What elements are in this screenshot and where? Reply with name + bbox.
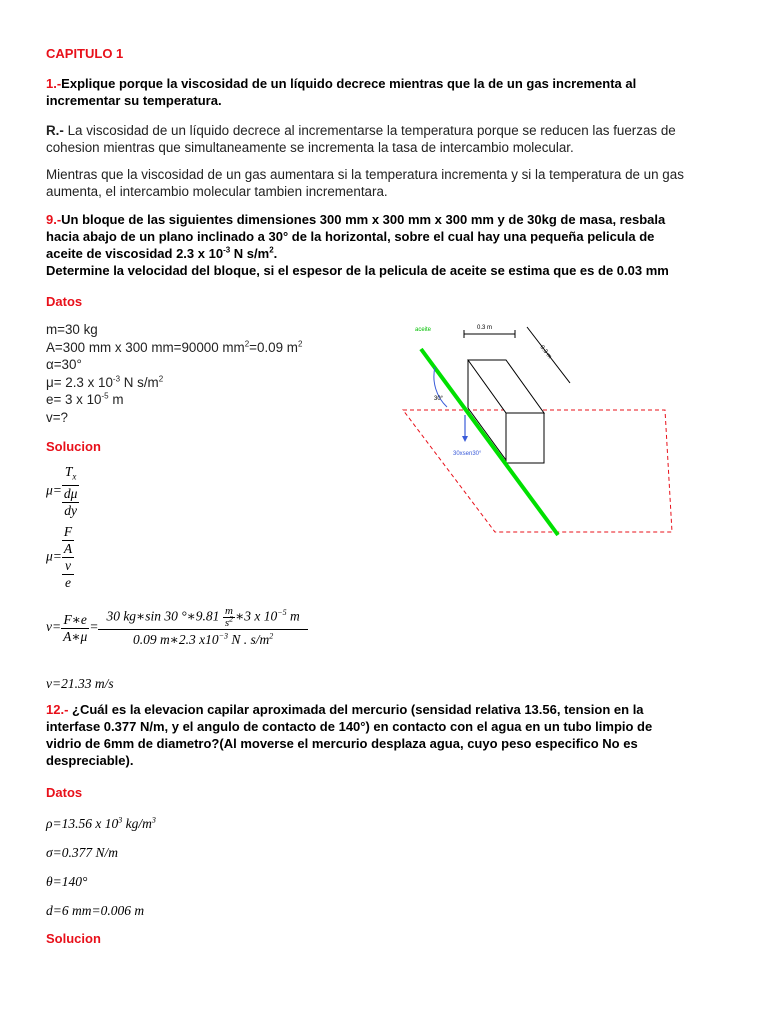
equation-velocity <box>46 606 308 650</box>
q12-question-line: ¿Cuál es la elevacion capilar aproximada del mercurio (sensidad relativa 13.56, tension en la <box>68 702 644 717</box>
q12-tension: σ=0.377 N/m <box>46 845 119 860</box>
datos-thickness: e= 3 x $10^{-5}$ m <box>46 391 124 407</box>
eq2-fraction: F A v e <box>63 524 73 590</box>
q12-question-line: vidrio de 6mm de diametro?(Al moverse el mercurio desplaza agua, cuyo peso especifico No es <box>46 736 638 751</box>
q9-datos-list <box>46 321 302 426</box>
equation-mu-shear <box>46 464 79 519</box>
label-width: 0.3 m <box>477 325 493 331</box>
q1-answer-line: La viscosidad de un líquido decrece al incrementarse la temperatura porque se reducen las fuerzas de <box>63 123 676 138</box>
q9-question-line: Un bloque de las siguientes dimensiones 300 mm x 300 mm x 300 mm y de 30kg de masa, resbala <box>61 212 666 227</box>
q1-question-line: incrementar su temperatura. <box>46 93 222 108</box>
q1-answer <box>46 122 726 156</box>
q9-question-line: Determine la velocidad del bloque, si el espesor de la pelicula de aceite se estima que es de 0.03 mm <box>46 263 669 278</box>
q9-question-line: aceite de viscosidad 2.3 x 10 <box>46 246 224 261</box>
q12-question-line: despreciable). <box>46 753 134 768</box>
q1-number: 1.- <box>46 76 62 91</box>
datos-angle: α=30° <box>46 357 82 372</box>
inclined-plane-diagram <box>395 305 695 550</box>
label-force: 30xsen30° <box>453 451 482 457</box>
q9-unit-exponent: 2 <box>269 245 274 255</box>
q1-answer-line: cohesion mientras que simultaneamente se incrementa la tasa de intercambio molecular. <box>46 140 574 155</box>
q9-number: 9.- <box>46 212 62 227</box>
q9-exponent: -3 <box>223 245 231 255</box>
q1-answer-label: R.- <box>46 123 64 138</box>
q9-solucion-label: Solucion <box>46 439 101 454</box>
q9-datos-label: Datos <box>46 294 83 309</box>
q1-paragraph-line: Mientras que la viscosidad de un gas aumentara si la temperatura incrementa y si la temperatura de un gas <box>46 167 684 182</box>
q12-density: ρ=13.56 x $10^3$ $kg/m^3$ <box>46 815 156 831</box>
eq3-rhs-fraction: 30 kg∗sin 30 °∗9.81 $\frac{m}{s^2}$ ∗3 x $10^{-5}$ m 0.09 m∗2.3 $x10^{-3}$ N . $s/m^2$ <box>98 606 307 650</box>
datos-velocity: v=? <box>46 409 68 425</box>
block-front-face <box>506 413 544 463</box>
label-aceite: aceite <box>415 327 432 333</box>
q9-question <box>46 211 726 279</box>
q1-question <box>46 75 726 109</box>
q12-solucion-label: Solucion <box>46 931 101 946</box>
eq3-mid-fraction: $\frac{F∗e}{A∗\mu}$ <box>63 611 88 644</box>
q12-number: 12.- <box>46 702 69 717</box>
label-angle: 30° <box>434 396 444 402</box>
q1-question-line: Explique porque la viscosidad de un líquido decrece mientras que la de un gas incrementa al <box>61 76 637 91</box>
equation-mu-force <box>46 524 74 591</box>
q12-datos-label: Datos <box>46 785 83 800</box>
q12-angle: θ=140° <box>46 874 88 889</box>
eq1-fraction: $T_x$ dμ dy <box>63 464 78 518</box>
datos-viscosity: μ= 2.3 x $10^{-3}$ N $s/m^2$ <box>46 374 164 390</box>
force-arrow-head <box>462 436 468 442</box>
q9-question-unit: N s/m <box>230 246 270 261</box>
q9-question-line: hacia abajo de un plano inclinado a 30° de la horizontal, sobre el cual hay una pequeña pelicula de <box>46 229 655 244</box>
q12-diameter: d=6 mm=0.006 m <box>46 903 145 918</box>
q12-question <box>46 701 726 769</box>
eq3-equals: = <box>89 619 99 635</box>
q9-result: v=21.33 m/s <box>46 676 114 691</box>
block-top-face <box>468 360 544 413</box>
label-depth: 0.3 m <box>538 344 553 361</box>
datos-mass: m=30 kg <box>46 322 98 337</box>
eq3-lhs: v= <box>46 619 62 635</box>
datos-area: A=300 mm x 300 mm=90000 $mm^2=0.09$ $m^2$ <box>46 339 303 355</box>
q9-question-period: . <box>273 246 278 261</box>
eq2-lhs: μ= <box>46 548 62 564</box>
q1-paragraph-line: aumenta, el intercambio molecular tambien incrementara. <box>46 184 388 199</box>
q1-paragraph-2 <box>46 166 726 200</box>
chapter-title: CAPITULO 1 <box>46 46 124 61</box>
q12-question-line: interfase 0.377 N/m, y el angulo de contacto de 140°) en contacto con el agua en un tubo limpio de <box>46 719 653 734</box>
eq1-lhs: μ= <box>46 482 62 498</box>
